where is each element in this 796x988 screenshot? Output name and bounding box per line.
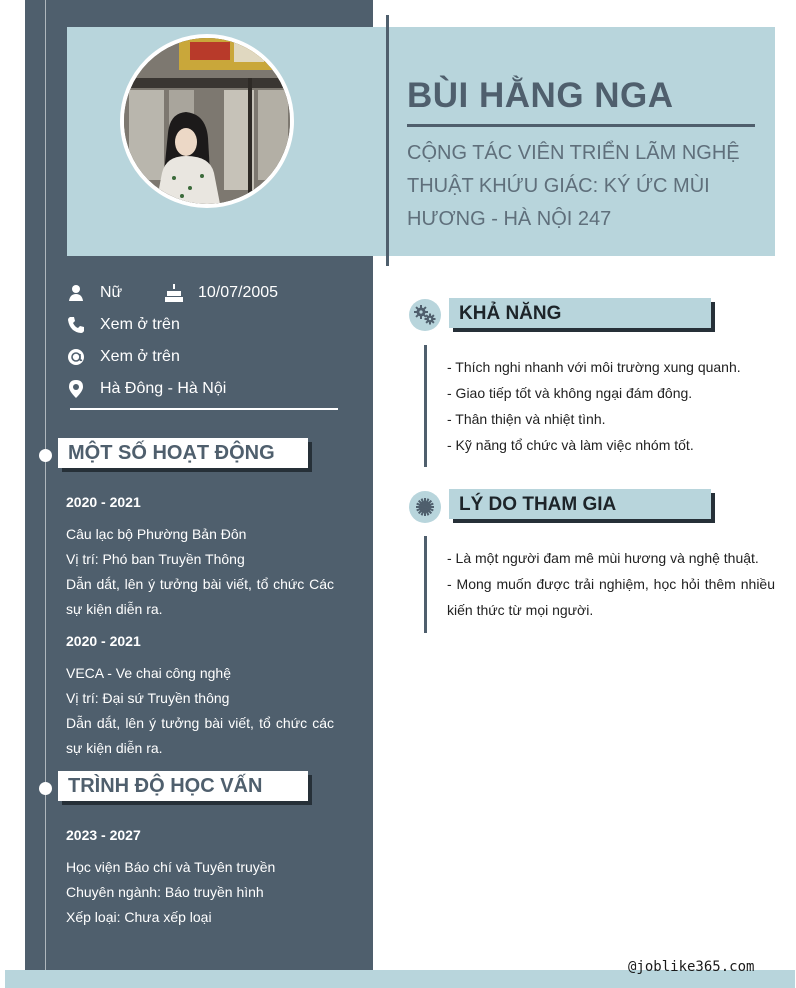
info-gender-row: [66, 283, 122, 303]
list-item: - Là một người đam mê mùi hương và nghệ thuật.: [447, 550, 759, 566]
activity-entry: [66, 490, 334, 622]
gears-icon: [409, 299, 441, 331]
job-title: CỘNG TÁC VIÊN TRIỂN LÃM NGHỆ THUẬT KHỨU GIÁC: KÝ ỨC MÙI HƯƠNG - HÀ NỘI 247: [407, 142, 740, 230]
skills-heading: KHẢ NĂNG: [449, 298, 711, 328]
address-value: Hà Đông - Hà Nội: [100, 380, 227, 397]
timeline-dot: [39, 449, 52, 462]
list-item: - Giao tiếp tốt và không ngại đám đông.: [447, 385, 693, 401]
activity-entry: [66, 629, 334, 761]
skills-bar: [424, 345, 427, 467]
skills-list: [447, 354, 775, 458]
info-birthday-row: [164, 283, 278, 303]
gear-icon: [409, 491, 441, 523]
list-item: - Thân thiện và nhiệt tình.: [447, 411, 606, 427]
education-major: Chuyên ngành: Báo truyền hình: [66, 884, 264, 900]
activity-role: Vị trí: Đại sứ Truyền thông: [66, 690, 230, 706]
activity-years: 2020 - 2021: [66, 633, 141, 649]
education-heading: TRÌNH ĐỘ HỌC VẤN: [58, 771, 308, 801]
activity-organization: VECA - Ve chai công nghệ: [66, 665, 231, 681]
activity-years: 2020 - 2021: [66, 494, 141, 510]
activity-description: Dẫn dắt, lên ý tưởng bài viết, tổ chức các sự kiện diễn ra.: [66, 715, 334, 756]
avatar: [120, 34, 294, 208]
education-entry: [66, 823, 334, 930]
reasons-bar: [424, 536, 427, 633]
education-years: 2023 - 2027: [66, 827, 141, 843]
email-at-icon: [66, 347, 86, 367]
activities-heading: MỘT SỐ HOẠT ĐỘNG: [58, 438, 308, 468]
phone-value: Xem ở trên: [100, 316, 180, 333]
gender-value: Nữ: [100, 284, 123, 301]
user-icon: [66, 283, 86, 303]
birthday-cake-icon: [164, 283, 184, 303]
activity-role: Vị trí: Phó ban Truyền Thông: [66, 551, 245, 567]
birthday-value: 10/07/2005: [198, 284, 279, 301]
education-school: Học viện Báo chí và Tuyên truyền: [66, 859, 276, 875]
reasons-heading: LÝ DO THAM GIA: [449, 489, 711, 519]
info-address-row: [66, 379, 226, 399]
candidate-name: BÙI HẰNG NGA: [407, 76, 674, 115]
list-item: - Thích nghi nhanh với môi trường xung quanh.: [447, 359, 741, 375]
list-item: - Kỹ năng tổ chức và làm việc nhóm tốt.: [447, 437, 694, 453]
list-item: - Mong muốn được trải nghiệm, học hỏi thêm nhiều kiến thức từ mọi người.: [447, 576, 775, 618]
email-value: Xem ở trên: [100, 348, 180, 365]
activity-organization: Câu lạc bộ Phường Bản Đôn: [66, 526, 247, 542]
reasons-icon-badge: [409, 491, 441, 523]
map-pin-icon: [66, 379, 86, 399]
reasons-list: [447, 545, 775, 623]
header-divider: [386, 15, 389, 266]
timeline-dot: [39, 782, 52, 795]
phone-icon: [66, 315, 86, 335]
sidebar-timeline-line: [45, 0, 46, 988]
info-email-row: [66, 347, 180, 367]
name-underline: [407, 124, 755, 127]
info-divider: [70, 408, 338, 410]
skills-icon-badge: [409, 299, 441, 331]
info-phone-row: [66, 315, 180, 335]
watermark: @joblike365.com: [628, 959, 755, 975]
education-grade: Xếp loại: Chưa xếp loại: [66, 909, 212, 925]
activity-description: Dẫn dắt, lên ý tưởng bài viết, tổ chức Các sự kiện diễn ra.: [66, 576, 334, 617]
avatar-photo: [124, 38, 290, 204]
